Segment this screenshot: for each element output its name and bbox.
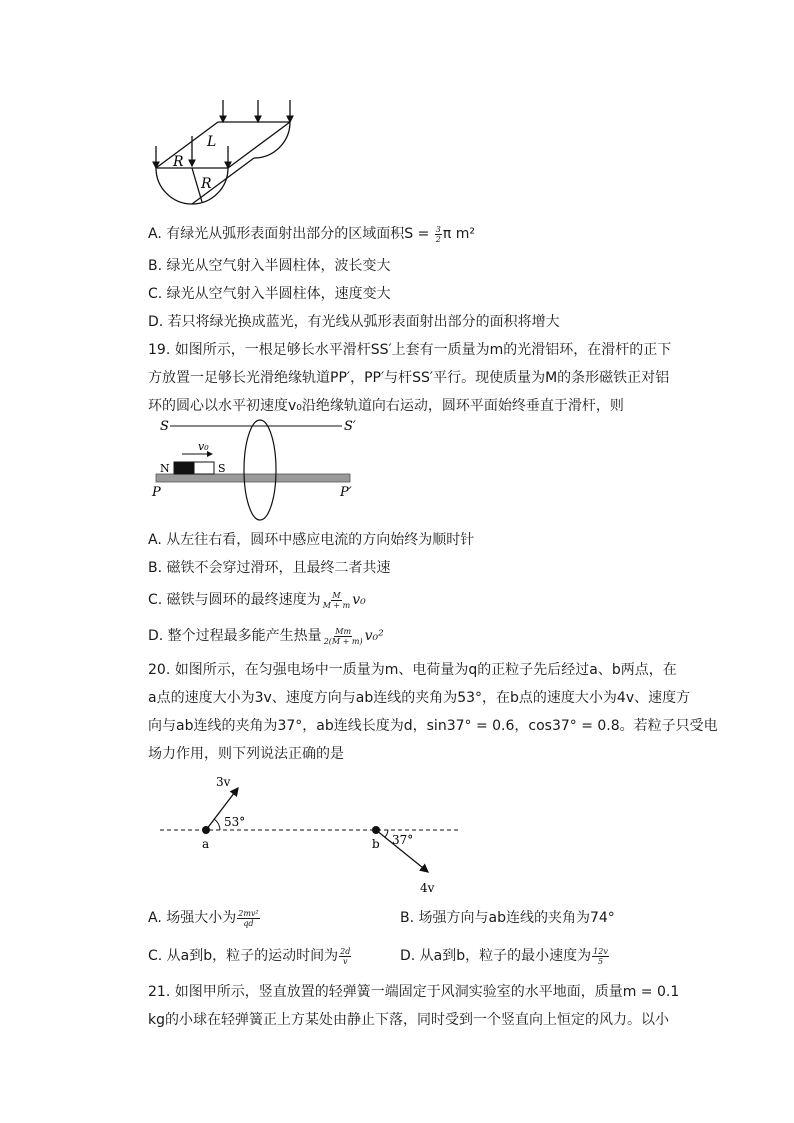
q19-option-a: A. 从左往右看，圆环中感应电流的方向始终为顺时针 xyxy=(148,532,475,548)
q20-option-c-fraction xyxy=(339,947,351,966)
frac-den: qd xyxy=(243,918,254,928)
frac-den: 2 xyxy=(435,234,441,244)
magnet-ring-figure xyxy=(148,416,368,524)
q20-stem-line1: 20. 如图所示，在匀强电场中一质量为m、电荷量为q的正粒子先后经过a、b两点，在 xyxy=(148,662,677,678)
q20-option-d-text: D. 从a到b，粒子的最小速度为 xyxy=(400,948,592,964)
q19-option-b: B. 磁铁不会穿过滑环，且最终二者共速 xyxy=(148,560,391,576)
label-L: L xyxy=(207,134,217,150)
frac-num: 3 xyxy=(435,224,441,234)
label-R-top: R xyxy=(173,154,184,170)
label-P: P xyxy=(152,485,161,500)
frac-num: Mm xyxy=(335,626,352,636)
frac-den: M + m xyxy=(322,600,351,610)
label-S-prime: S′ xyxy=(344,419,356,434)
q19-option-d-var: v₀² xyxy=(364,628,384,644)
label-53deg: 53° xyxy=(224,815,246,829)
q20-option-a xyxy=(148,908,261,928)
frac-num: M xyxy=(332,590,341,600)
frac-den: v xyxy=(343,956,348,966)
q20-option-a-fraction xyxy=(237,909,259,928)
label-4v: 4v xyxy=(420,881,435,895)
label-S-pole: S xyxy=(218,462,226,475)
q20-option-d xyxy=(400,946,610,966)
label-37deg: 37° xyxy=(392,833,414,847)
q18-option-a-fraction xyxy=(435,225,442,244)
frac-num: 12v xyxy=(593,946,608,956)
q20-option-b: B. 场强方向与ab连线的夹角为74° xyxy=(400,910,615,926)
q20-stem-line3: 向与ab连线的夹角为37°，ab连线长度为d，sin37° = 0.6，cos37° = 0.8。若粒子只受电 xyxy=(148,718,718,734)
q20-option-d-fraction xyxy=(592,947,609,966)
label-S: S xyxy=(160,419,169,434)
label-R-radius: R xyxy=(201,176,212,192)
label-point-b: b xyxy=(372,837,380,851)
q20-option-a-text: A. 场强大小为 xyxy=(148,910,237,926)
label-point-a: a xyxy=(202,837,210,851)
field-particle-figure xyxy=(150,768,470,896)
q19-stem-line2: 方放置一足够长光滑绝缘轨道PP′，PP′与杆SS′平行。现使质量为M的条形磁铁正对铝 xyxy=(148,370,670,386)
q18-option-a xyxy=(148,224,475,244)
q20-stem-line2: a点的速度大小为3v、速度方向与ab连线的夹角为53°，在b点的速度大小为4v、速度方 xyxy=(148,690,691,706)
q19-option-d-text: D. 整个过程最多能产生热量 xyxy=(148,628,322,644)
q18-option-a-unit: π m² xyxy=(442,226,475,242)
q19-option-c xyxy=(148,590,366,610)
label-P-prime: P′ xyxy=(340,485,352,500)
q19-option-d-fraction xyxy=(323,627,364,646)
q21-stem-line1: 21. 如图甲所示，竖直放置的轻弹簧一端固定于风洞实验室的水平地面，质量m = 0.1 xyxy=(148,984,680,1000)
q21-stem-line2: kg的小球在轻弹簧正上方某处由静止下落，同时受到一个竖直向上恒定的风力。以小 xyxy=(148,1012,669,1028)
q18-option-d: D. 若只将绿光换成蓝光，有光线从弧形表面射出部分的面积将增大 xyxy=(148,314,560,330)
label-N-pole: N xyxy=(160,462,170,475)
frac-den: 2(M + m) xyxy=(323,636,363,646)
q18-option-c: C. 绿光从空气射入半圆柱体，速度变大 xyxy=(148,286,391,302)
q18-option-a-text: A. 有绿光从弧形表面射出部分的区域面积S = xyxy=(148,226,434,242)
q18-option-b: B. 绿光从空气射入半圆柱体，波长变大 xyxy=(148,258,391,274)
q19-option-c-text: C. 磁铁与圆环的最终速度为 xyxy=(148,592,321,608)
frac-num: 2d xyxy=(340,946,351,956)
half-cylinder-figure xyxy=(145,96,305,206)
q19-stem-line1: 19. 如图所示，一根足够长水平滑杆SS′上套有一质量为m的光滑铝环，在滑杆的正下 xyxy=(148,342,672,358)
q19-option-d xyxy=(148,626,384,646)
q20-option-c xyxy=(148,946,352,966)
label-3v: 3v xyxy=(216,775,231,789)
q20-option-c-text: C. 从a到b，粒子的运动时间为 xyxy=(148,948,339,964)
q19-stem-line3: 环的圆心以水平初速度v₀沿绝缘轨道向右运动，圆环平面始终垂直于滑杆，则 xyxy=(148,398,624,414)
q20-stem-line4: 场力作用，则下列说法正确的是 xyxy=(148,746,344,762)
label-v0: v₀ xyxy=(198,440,209,453)
frac-num: 2mv² xyxy=(238,908,259,918)
frac-den: 5 xyxy=(597,956,604,966)
q19-option-c-var: v₀ xyxy=(352,592,366,608)
q19-option-c-fraction xyxy=(322,591,352,610)
